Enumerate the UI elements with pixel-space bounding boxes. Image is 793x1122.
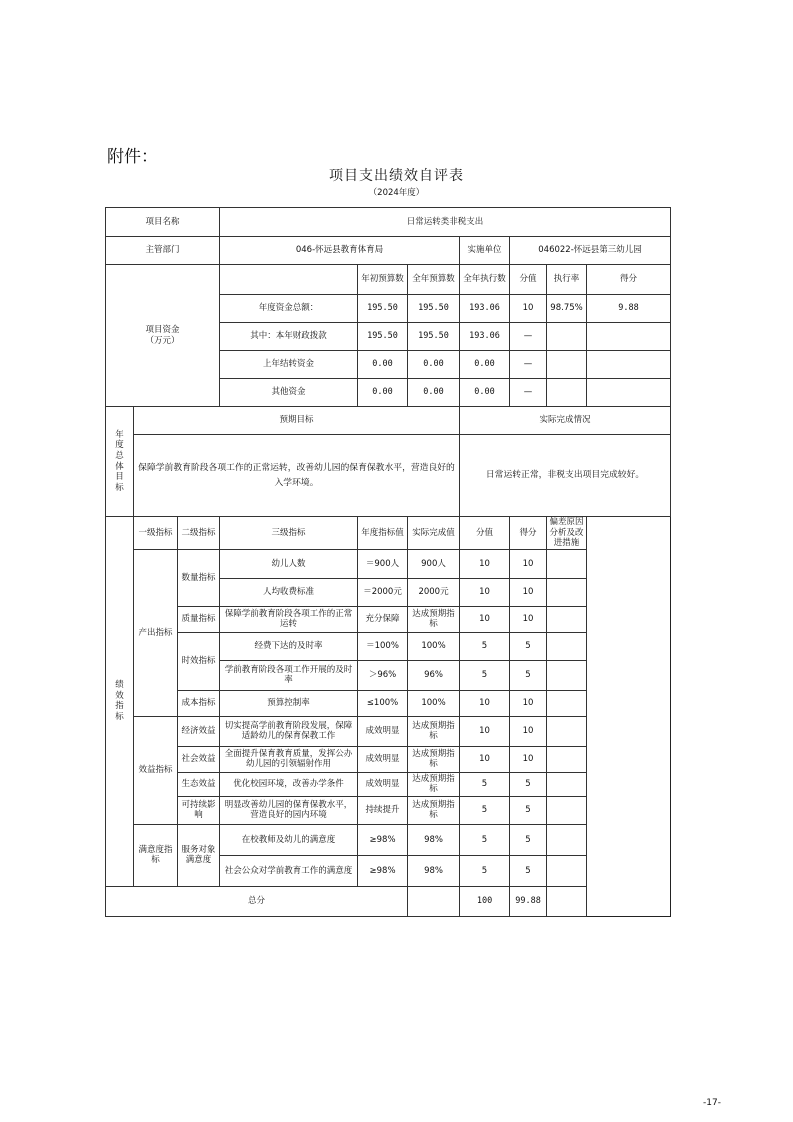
score-value: 5 [510,632,547,660]
funds-executed: 193.06 [460,323,510,351]
level2-quality: 质量指标 [178,606,220,632]
funds-score [587,323,671,351]
actual-value: 98% [408,855,460,886]
indicator-row [106,824,671,855]
expected-goal-text: 保障学前教育阶段各项工作的正常运转，改善幼儿园的保育保教水平，营造良好的入学环境。 [134,435,460,517]
dept-label: 主管部门 [106,237,220,265]
self-evaluation-table [105,207,671,917]
level2-economic: 经济效益 [178,716,220,746]
level2-sustainable: 可持续影响 [178,796,220,824]
funds-col-annual: 全年预算数 [408,265,460,295]
funds-row-label: 其中：本年财政拨款 [220,323,358,351]
impl-label: 实施单位 [460,237,510,265]
funds-rate [547,351,587,379]
deviation-cell [547,796,587,824]
funds-executed: 0.00 [460,351,510,379]
score-value: 10 [510,690,547,716]
indicator-row [106,796,671,824]
year-label: （2024年度） [368,188,425,198]
col-actual: 实际完成值 [408,517,460,550]
target-value: ＝2000元 [358,578,408,606]
total-label: 总分 [106,886,408,916]
expected-goal-header: 预期目标 [134,407,460,435]
actual-value: 100% [408,690,460,716]
indicator-row [106,606,671,632]
funds-initial: 0.00 [358,351,408,379]
page-title: 项目支出绩效自评表 [329,168,464,184]
funds-annual: 195.50 [408,295,460,323]
deviation-cell [547,746,587,772]
actual-value: 96% [408,660,460,690]
level2-social: 社会效益 [178,746,220,772]
funds-col-executed: 全年执行数 [460,265,510,295]
target-value: 充分保障 [358,606,408,632]
score-value: 10 [510,716,547,746]
col-weight: 分值 [460,517,510,550]
indicator-row [106,716,671,746]
project-name-label: 项目名称 [106,208,220,237]
level3-text: 保障学前教育阶段各项工作的正常运转 [220,606,358,632]
target-value: 成效明显 [358,772,408,796]
funds-executed: 193.06 [460,295,510,323]
attachment-label: 附件： [107,147,158,167]
actual-value: 100% [408,632,460,660]
weight-value: 10 [460,746,510,772]
target-value: 成效明显 [358,716,408,746]
target-value: ＞96% [358,660,408,690]
weight-value: 5 [460,855,510,886]
deviation-cell [547,660,587,690]
page-number: -17- [703,1098,721,1108]
funds-rate [547,379,587,407]
actual-value: 达成预期指标 [408,772,460,796]
indicator-row [106,746,671,772]
impl-value: 046022-怀远县第三幼儿园 [510,237,671,265]
funds-weight: — [510,323,547,351]
score-value: 5 [510,824,547,855]
total-blank-cell [408,886,460,916]
score-value: 5 [510,796,547,824]
project-name: 日常运转类非税支出 [220,208,671,237]
actual-value: 达成预期指标 [408,796,460,824]
funds-initial: 195.50 [358,295,408,323]
actual-value: 达成预期指标 [408,606,460,632]
score-value: 10 [510,606,547,632]
funds-weight: — [510,379,547,407]
level1-benefit: 效益指标 [134,716,178,824]
funds-score: 9.88 [587,295,671,323]
funds-annual: 0.00 [408,351,460,379]
indicator-row [106,632,671,660]
level3-text: 人均收费标准 [220,578,358,606]
funds-score [587,379,671,407]
level3-text: 优化校园环境，改善办学条件 [220,772,358,796]
level2-service-satisfaction: 服务对象满意度 [178,824,220,886]
funds-rate [547,323,587,351]
weight-value: 5 [460,632,510,660]
weight-value: 10 [460,716,510,746]
level3-text: 幼儿人数 [220,549,358,578]
funds-annual: 0.00 [408,379,460,407]
score-value: 10 [510,746,547,772]
score-value: 5 [510,772,547,796]
indicators-label: 绩 效 指 标 [106,517,134,887]
col-level1: 一级指标 [134,517,178,550]
funds-rate: 98.75% [547,295,587,323]
col-level3: 三级指标 [220,517,358,550]
level1-satisfaction: 满意度指标 [134,824,178,886]
level2-timeliness: 时效指标 [178,632,220,690]
target-value: ＝100% [358,632,408,660]
col-level2: 二级指标 [178,517,220,550]
score-value: 5 [510,660,547,690]
level3-text: 明显改善幼儿园的保育保教水平，营造良好的园内环境 [220,796,358,824]
level3-text: 经费下达的及时率 [220,632,358,660]
funds-executed: 0.00 [460,379,510,407]
weight-value: 10 [460,549,510,578]
deviation-cell [547,690,587,716]
deviation-cell [547,855,587,886]
dept-value: 046-怀远县教育体育局 [220,237,460,265]
deviation-cell [547,606,587,632]
total-weight: 100 [460,886,510,916]
target-value: ≤100% [358,690,408,716]
level3-text: 切实提高学前教育阶段发展，保障适龄幼儿的保育保教工作 [220,716,358,746]
actual-value: 98% [408,824,460,855]
level2-ecological: 生态效益 [178,772,220,796]
deviation-cell [547,578,587,606]
actual-completion-text: 日常运转正常，非税支出项目完成较好。 [460,435,671,517]
weight-value: 10 [460,578,510,606]
weight-value: 5 [460,660,510,690]
funds-blank-cell [220,265,358,295]
col-target: 年度指标值 [358,517,408,550]
target-value: 成效明显 [358,746,408,772]
col-score: 得分 [510,517,547,550]
weight-value: 5 [460,772,510,796]
goals-label: 年 度 总 体 目 标 [106,407,134,517]
actual-value: 900人 [408,549,460,578]
funds-score [587,351,671,379]
deviation-cell [547,632,587,660]
funds-weight: 10 [510,295,547,323]
total-deviation-cell [547,886,587,916]
actual-value: 达成预期指标 [408,746,460,772]
score-value: 5 [510,855,547,886]
actual-completion-header: 实际完成情况 [460,407,671,435]
funds-col-weight: 分值 [510,265,547,295]
level1-output: 产出指标 [134,549,178,716]
funds-annual: 195.50 [408,323,460,351]
level3-text: 预算控制率 [220,690,358,716]
funds-label: 项目资金 （万元） [106,265,220,407]
deviation-cell [547,772,587,796]
level3-text: 在校教师及幼儿的满意度 [220,824,358,855]
indicator-row [106,772,671,796]
indicator-row [106,690,671,716]
funds-row-label: 其他资金 [220,379,358,407]
target-value: ≥98% [358,855,408,886]
funds-initial: 0.00 [358,379,408,407]
level2-cost: 成本指标 [178,690,220,716]
actual-value: 2000元 [408,578,460,606]
funds-weight: — [510,351,547,379]
target-value: ≥98% [358,824,408,855]
deviation-cell [547,824,587,855]
funds-row-label: 上年结转资金 [220,351,358,379]
deviation-cell [547,549,587,578]
weight-value: 10 [460,690,510,716]
score-value: 10 [510,549,547,578]
total-score: 99.88 [510,886,547,916]
col-deviation: 偏差原因分析及改进措施 [547,517,587,550]
level3-text: 全面提升保育教育质量，发挥公办幼儿园的引领辐射作用 [220,746,358,772]
deviation-cell [547,716,587,746]
score-value: 10 [510,578,547,606]
actual-value: 达成预期指标 [408,716,460,746]
funds-row-label: 年度资金总额： [220,295,358,323]
funds-col-initial: 年初预算数 [358,265,408,295]
weight-value: 5 [460,824,510,855]
funds-col-rate: 执行率 [547,265,587,295]
level3-text: 学前教育阶段各项工作开展的及时率 [220,660,358,690]
funds-col-score: 得分 [587,265,671,295]
weight-value: 5 [460,796,510,824]
target-value: ＝900人 [358,549,408,578]
target-value: 持续提升 [358,796,408,824]
level3-text: 社会公众对学前教育工作的满意度 [220,855,358,886]
indicator-row [106,549,671,578]
level2-quantity: 数量指标 [178,549,220,606]
weight-value: 10 [460,606,510,632]
funds-initial: 195.50 [358,323,408,351]
